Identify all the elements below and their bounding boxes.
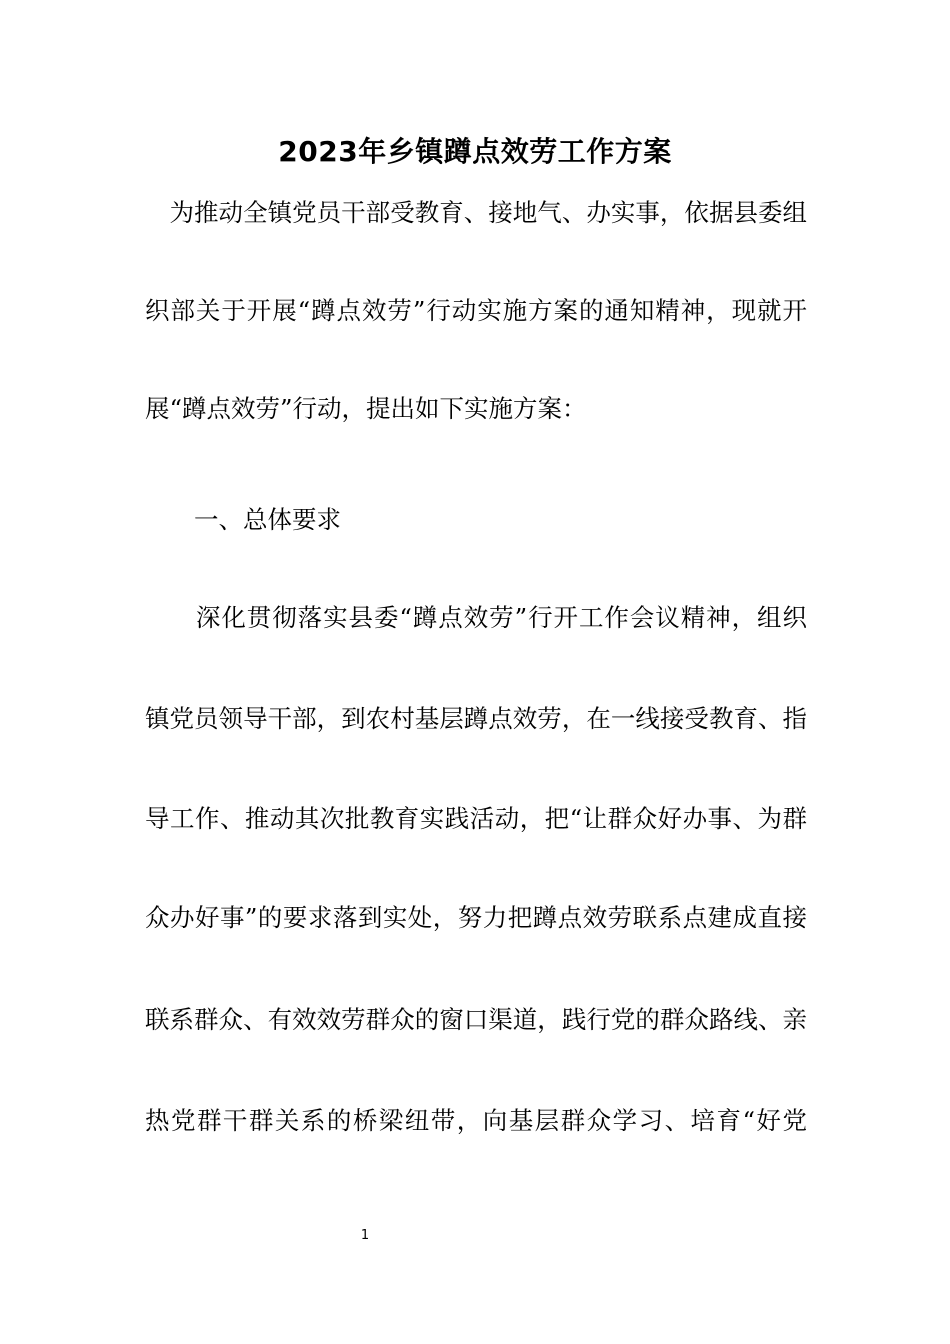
paragraph-line: 展“蹲点效劳”行动，提出如下实施方案： (145, 394, 587, 423)
paragraph-line: 众办好事”的要求落到实处，努力把蹲点效劳联系点建成直接 (145, 903, 807, 932)
paragraph-line: 镇党员领导干部，到农村基层蹲点效劳，在一线接受教育、指 (145, 704, 807, 733)
paragraph-line: 织部关于开展“蹲点效劳”行动实施方案的通知精神，现就开 (145, 296, 807, 325)
paragraph-line: 热党群干群关系的桥梁纽带，向基层群众学习、培育“好党 (145, 1106, 807, 1135)
paragraph-line: 为推动全镇党员干部受教育、接地气、办实事，依据县委组 (145, 198, 807, 227)
page-number: 1 (360, 1228, 370, 1243)
paragraph-line: 联系群众、有效效劳群众的窗口渠道，践行党的群众路线、亲 (145, 1005, 807, 1034)
paragraph-line: 深化贯彻落实县委“蹲点效劳”行开工作会议精神，组织 (145, 603, 807, 632)
paragraph-line: 导工作、推动其次批教育实践活动，把“让群众好办事、为群 (145, 804, 807, 833)
section-heading: 一、总体要求 (145, 505, 341, 534)
document-title: 2023年乡镇蹲点效劳工作方案 (278, 135, 672, 168)
